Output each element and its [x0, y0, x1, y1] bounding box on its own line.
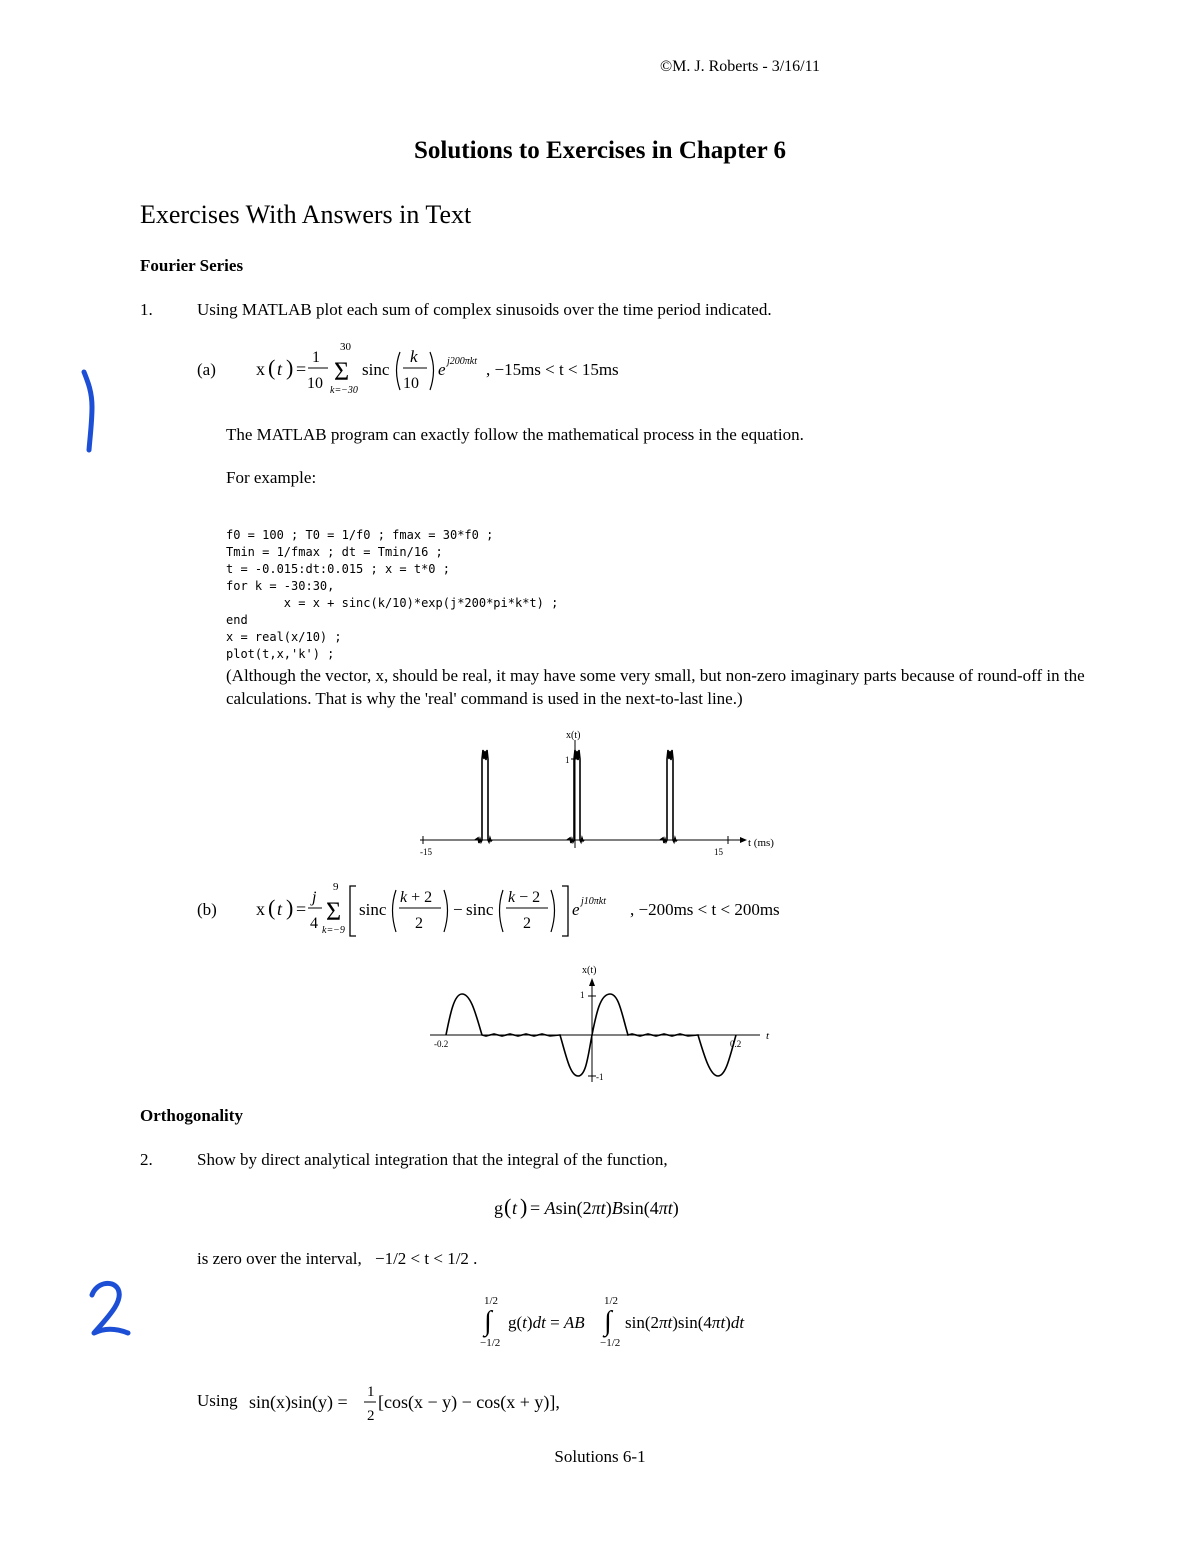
svg-text:2: 2: [523, 915, 531, 932]
plot-a: [420, 728, 790, 858]
svg-text:= Asin(2πt)Bsin(4πt): = Asin(2πt)Bsin(4πt): [530, 1198, 679, 1218]
svg-text:e: e: [572, 900, 580, 919]
part-a-label: (a): [197, 360, 216, 379]
svg-text:t: t: [277, 359, 283, 379]
code-line: for k = -30:30,: [226, 579, 335, 593]
code-line: end: [226, 613, 248, 627]
code-line: f0 = 100 ; T0 = 1/f0 ; fmax = 30*f0 ;: [226, 528, 494, 542]
for-example: For example:: [226, 468, 317, 487]
exercise-2-number: 2.: [140, 1150, 153, 1169]
svg-text:=: =: [296, 359, 307, 379]
plot-a-pulse: [660, 750, 677, 843]
part-b-label: (b): [197, 900, 217, 919]
plot-a-x-arrow: [740, 837, 747, 843]
plot-b-y-arrow: [589, 978, 595, 986]
svg-text:1/2: 1/2: [604, 1295, 619, 1307]
part-a-range: , −15ms < t < 15ms: [486, 360, 619, 379]
svg-text:sinc: sinc: [362, 360, 390, 379]
svg-text:e: e: [438, 360, 446, 379]
svg-text:10: 10: [307, 375, 323, 392]
note-paragraph: (Although the vector, x, should be real, it may have some very small, but non-zero imaginary parts because of round-off in the calculations. That is why the 'real' command is used in the next-to-last line.): [226, 666, 1085, 708]
svg-text:−1/2: −1/2: [480, 1337, 501, 1349]
code-line: Tmin = 1/fmax ; dt = Tmin/16 ;: [226, 545, 443, 559]
part-b-range: , −200ms < t < 200ms: [630, 900, 780, 919]
exercise-2-prompt: Show by direct analytical integration that the integral of the function,: [197, 1150, 668, 1169]
equation-integral: [478, 1290, 788, 1350]
svg-text:−1/2: −1/2: [600, 1337, 621, 1349]
svg-text:∫: ∫: [484, 1306, 492, 1337]
svg-text:∫: ∫: [604, 1306, 612, 1337]
svg-text:10: 10: [403, 375, 419, 392]
interval-text: is zero over the interval,: [197, 1249, 362, 1268]
svg-text:g: g: [494, 1198, 503, 1218]
section-heading: Exercises With Answers in Text: [140, 200, 472, 229]
svg-text:t: t: [277, 899, 283, 919]
page-title: Solutions to Exercises in Chapter 6: [413, 137, 787, 164]
svg-text:(: (: [268, 355, 276, 380]
matlab-code-block: [226, 510, 558, 680]
code-line: x = real(x/10) ;: [226, 630, 342, 644]
svg-text:k=−30: k=−30: [330, 385, 358, 396]
exercise-1-number: 1.: [140, 300, 153, 319]
interval-value: −1/2 < t < 1/2 .: [375, 1249, 478, 1268]
svg-text:Σ: Σ: [334, 357, 350, 386]
plot-a-xtick-right: 15: [714, 847, 723, 857]
svg-text:=: =: [296, 899, 307, 919]
svg-text:k − 2: k − 2: [508, 889, 541, 906]
svg-text:1: 1: [367, 1384, 375, 1400]
code-line: plot(t,x,'k') ;: [226, 647, 335, 661]
plot-a-xlabel: t (ms): [748, 837, 774, 849]
plot-a-pulse: [475, 750, 492, 843]
svg-text:k=−9: k=−9: [322, 925, 345, 936]
plot-b-ylabel: x(t): [582, 965, 597, 976]
subsection-fourier: Fourier Series: [140, 256, 244, 275]
svg-text:30: 30: [340, 341, 351, 353]
page-footer: Solutions 6-1: [554, 1447, 646, 1466]
code-line: t = -0.015:dt:0.015 ; x = t*0 ;: [226, 562, 450, 576]
svg-text:sin(x)sin(y) =: sin(x)sin(y) =: [249, 1392, 348, 1412]
svg-text:): ): [520, 1194, 528, 1219]
svg-text:j10πkt: j10πkt: [581, 896, 607, 907]
plot-b-ytick-bottom: -1: [596, 1072, 604, 1082]
svg-text:x: x: [256, 359, 265, 379]
svg-text:sinc: sinc: [359, 900, 387, 919]
plot-b-xlabel: t: [766, 1030, 770, 1042]
svg-text:j: j: [312, 889, 317, 906]
plot-a-ytick: 1: [565, 755, 570, 765]
exercise-1-prompt: Using MATLAB plot each sum of complex sinusoids over the time period indicated.: [197, 300, 772, 319]
svg-text:1/2: 1/2: [484, 1295, 499, 1307]
matlab-note: The MATLAB program can exactly follow the mathematical process in the equation.: [226, 425, 804, 444]
plot-b-xtick-left: -0.2: [434, 1039, 449, 1049]
svg-text:): ): [286, 895, 294, 920]
svg-text:sinc: sinc: [466, 900, 494, 919]
svg-text:): ): [286, 355, 294, 380]
subsection-orthogonality: Orthogonality: [140, 1106, 243, 1125]
svg-text:k: k: [410, 347, 418, 366]
code-line: x = x + sinc(k/10)*exp(j*200*pi*k*t) ;: [226, 596, 559, 610]
plot-b: [420, 960, 790, 1085]
plot-b-xtick-right: 0.2: [730, 1039, 742, 1049]
plot-b-ytick-top: 1: [580, 990, 585, 1000]
handwritten-mark-1: [70, 362, 110, 462]
svg-text:9: 9: [333, 881, 339, 893]
using-text: Using: [197, 1391, 238, 1410]
equation-identity: [247, 1374, 587, 1428]
plot-a-xtick-left: -15: [420, 847, 432, 857]
svg-text:Σ: Σ: [326, 897, 342, 926]
svg-text:t: t: [512, 1198, 518, 1218]
svg-text:(: (: [504, 1194, 512, 1219]
svg-text:j200πkt: j200πkt: [447, 356, 478, 367]
svg-text:2: 2: [367, 1408, 375, 1424]
svg-text:[cos(x − y) − cos(x + y)],: [cos(x − y) − cos(x + y)],: [378, 1392, 560, 1412]
svg-text:k + 2: k + 2: [400, 889, 433, 906]
svg-text:(: (: [268, 895, 276, 920]
equation-g: [490, 1190, 730, 1226]
svg-text:4: 4: [310, 915, 318, 932]
svg-text:g(t)dt = AB: g(t)dt = AB: [508, 1313, 585, 1332]
plot-a-ylabel: x(t): [566, 730, 581, 741]
handwritten-mark-2: [78, 1275, 148, 1345]
svg-text:sin(2πt)sin(4πt)dt: sin(2πt)sin(4πt)dt: [625, 1313, 745, 1332]
copyright-header: ©M. J. Roberts - 3/16/11: [660, 58, 821, 75]
svg-text:1: 1: [312, 349, 320, 366]
svg-text:2: 2: [415, 915, 423, 932]
svg-text:−: −: [453, 900, 463, 919]
svg-text:x: x: [256, 899, 265, 919]
equation-b: [250, 878, 630, 942]
